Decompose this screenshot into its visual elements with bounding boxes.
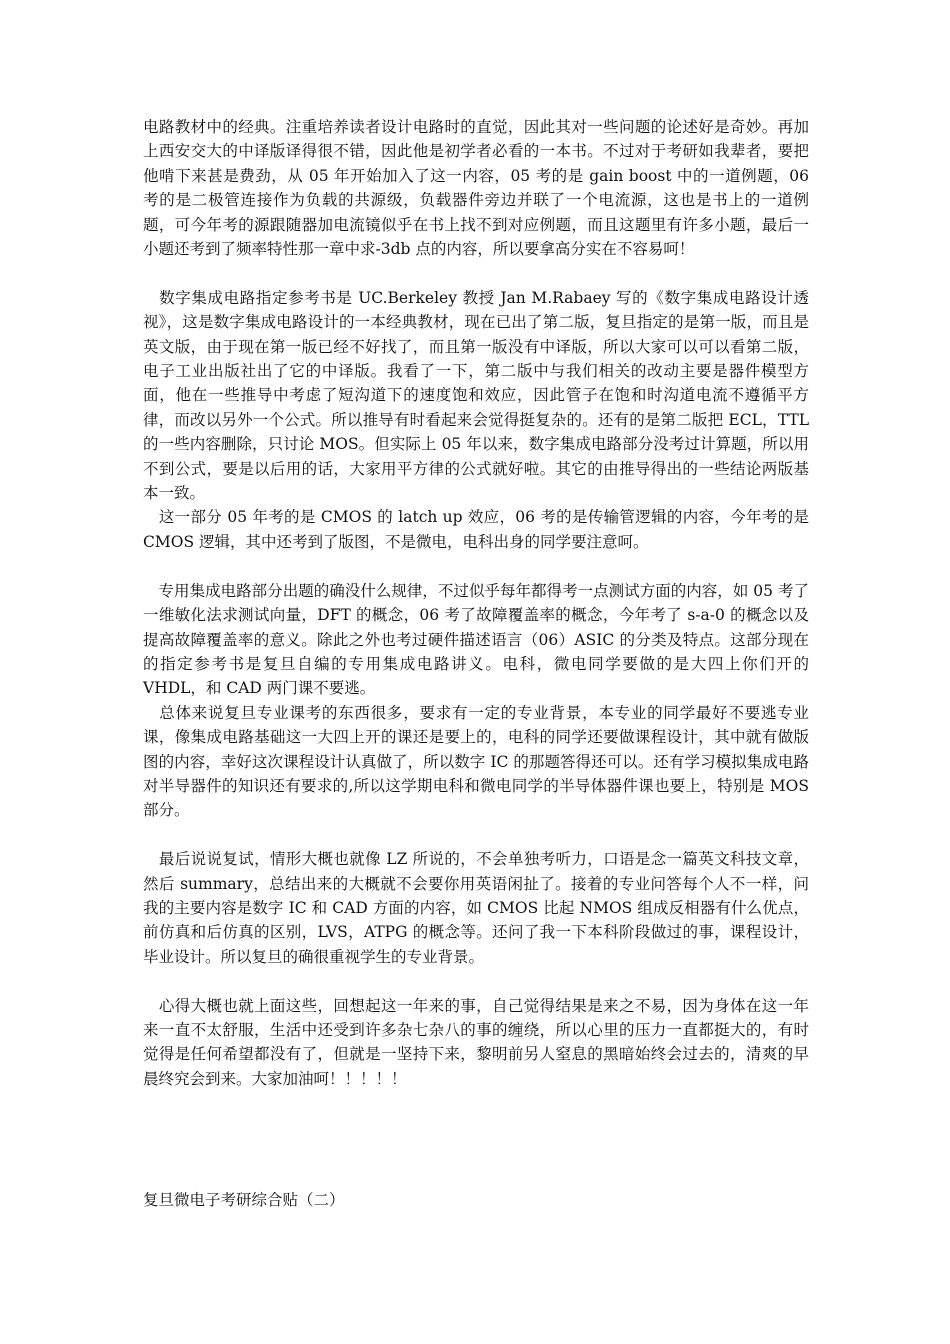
paragraph-spacer [143, 554, 809, 578]
paragraph-digital-ic-exam: 这一部分 05 年考的是 CMOS 的 latch up 效应，06 考的是传输管逻辑的内容，今年考的是 CMOS 逻辑，其中还考到了版图，不是微电，电科出身的同学要注意呵。 [143, 508, 809, 551]
paragraph-spacer [143, 261, 809, 285]
paragraph-digital-ic-textbook: 数字集成电路指定参考书是 UC.Berkeley 教授 Jan M.Rabaey 写的《数字集成电路设计透视》，这是数字集成电路设计的一本经典教材，现在已出了第二版，复旦指定的是第一版，而且是英文版，由于现在第一版已经不好找了，而且第一版没有中译版，所以大家可以可以看第二版，电子工业出版社出了它的中译版。我看了一下，第二版中与我们相关的改动主要是器件模型方面，他在一些推导中考虑了短沟道下的速度饱和效应，因此管子在饱和时沟道电流不遵循平方律，而改以另外一个公式。所以推导有时看起来会觉得挺复杂的。还有的是第二版把 ECL，TTL 的一些内容删除，只讨论 MOS。但实际上 05 年以来，数字集成电路部分没考过计算题，所以用不到公式，要是以后用的话，大家用平方律的公式就好啦。其它的由推导得出的一些结论两版基本一致。 [143, 288, 809, 503]
paragraph-interview: 最后说说复试，情形大概也就像 LZ 所说的，不会单独考听力，口语是念一篇英文科技文章，然后 summary，总结出来的大概就不会要你用英语闲扯了。接着的专业问答每个人不一样，问我的主要内容是数字 IC 和 CAD 方面的内容，如 CMOS 比起 NMOS 组成反相器有什么优点，前仿真和后仿真的区别，LVS，ATPG 的概念等。还问了我一下本科阶段做过的事，课程设计，毕业设计。所以复旦的确很重视学生的专业背景。 [143, 850, 809, 966]
section-heading: 复旦微电子考研综合贴（二） [143, 1191, 345, 1209]
paragraph-summary: 总体来说复旦专业课考的东西很多，要求有一定的专业背景，本专业的同学最好不要逃专业课，像集成电路基础这一大四上开的课还是要上的，电科的同学还要做课程设计，其中就有做版图的内容，幸好这次课程设计认真做了，所以数字 IC 的那题答得还可以。还有学习模拟集成电路对半导器件的知识还有要求的,所以这学期电科和微电同学的半导体器件课也要上，特别是 MOS 部分。 [143, 703, 809, 820]
paragraph-spacer [143, 969, 809, 993]
paragraph-spacer [143, 823, 809, 847]
paragraph-asic: 专用集成电路部分出题的确没什么规律，不过似乎每年都得考一点测试方面的内容，如 05 考了一维敏化法求测试向量，DFT 的概念，06 考了故障覆盖率的概念，今年考了 s-a-0 的概念以及提高故障覆盖率的意义。除此之外也考过硬件描述语言（06）ASIC 的分类及特点。这部分现在的指定参考书是复旦自编的专用集成电路讲义。电科，微电同学要做的是大四上你们开的 VHDL，和 CAD 两门课不要逃。 [143, 581, 809, 698]
paragraph-analog-textbook: 电路教材中的经典。注重培养读者设计电路时的直觉，因此其对一些问题的论述好是奇妙。再加上西安交大的中译版译得很不错，因此他是初学者必看的一本书。不过对于考研如我辈者，要把他啃下来甚是费劲，从 05 年开始加入了这一内容，05 考的是 gain boost 中的一道例题，06 考的是二极管连接作为负载的共源级，负载器件旁边并联了一个电流源，这也是书上的一道例题，可今年考的源跟随器加电流镜似乎在书上找不到对应例题，而且这题里有许多小题，最后一小题还考到了频率特性那一章中求-3db 点的内容，所以要拿高分实在不容易呵！ [143, 118, 809, 259]
paragraph-conclusion: 心得大概也就上面这些，回想起这一年来的事，自己觉得结果是来之不易，因为身体在这一年来一直不太舒服，生活中还受到许多杂七杂八的事的缠绕，所以心里的压力一直都挺大的，有时觉得是任何希望都没有了，但就是一坚持下来，黎明前另人窒息的黑暗始终会过去的，清爽的早晨终究会到来。大家加油呵！！！！！ [143, 996, 809, 1088]
document-body [143, 115, 809, 1091]
